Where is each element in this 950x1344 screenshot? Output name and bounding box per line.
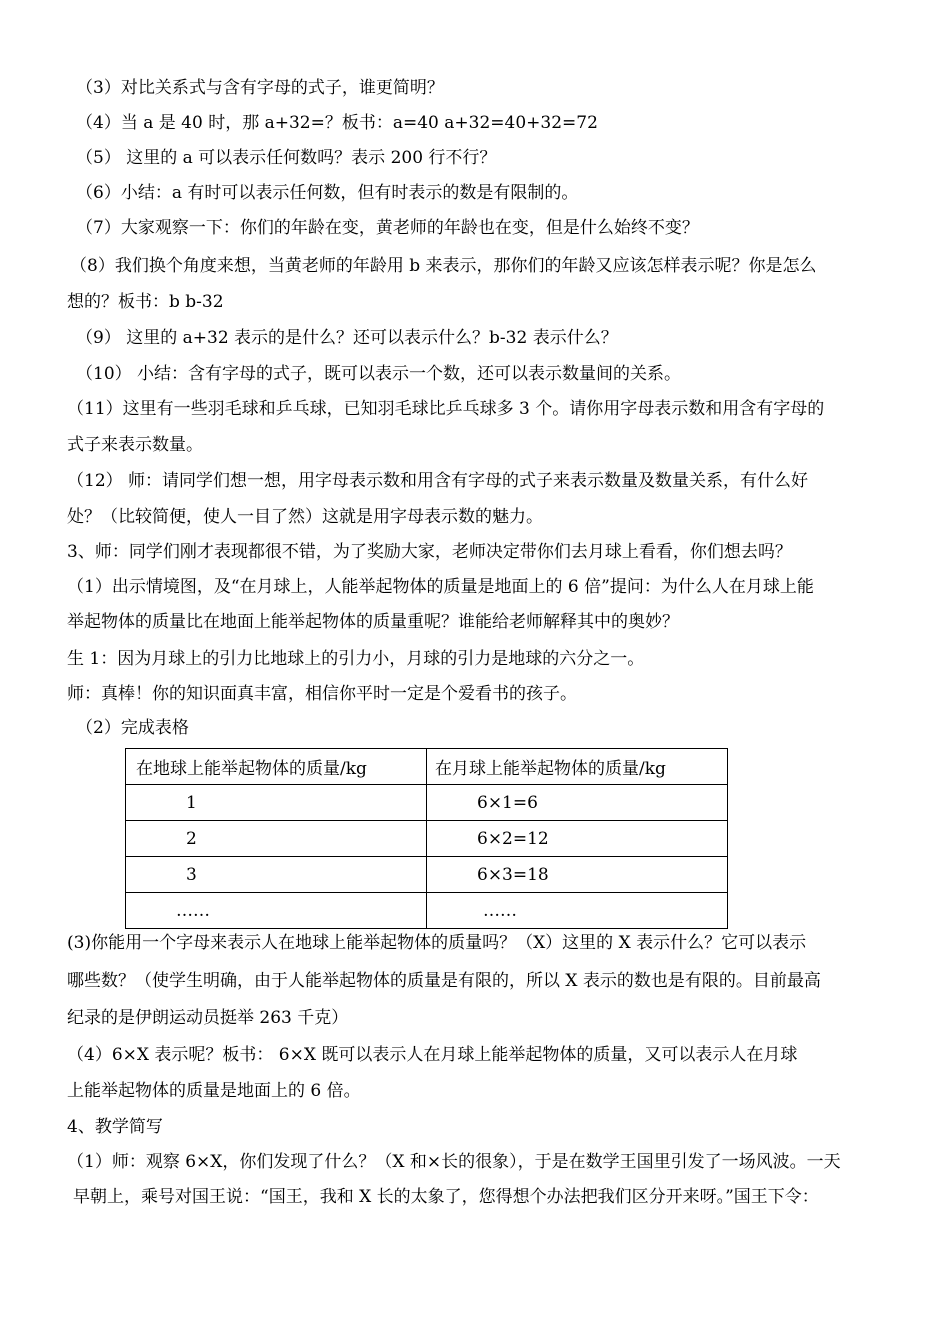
- paragraph-line: （12） 师：请同学们想一想，用字母表示数和用含有字母的式子来表示数量及数量关系，有什么好: [67, 471, 809, 491]
- paragraph-line: （10） 小结：含有字母的式子，既可以表示一个数，还可以表示数量间的关系。: [76, 364, 682, 384]
- paragraph-line: 3、师：同学们刚才表现都很不错，为了奖励大家，老师决定带你们去月球上看看，你们想去吗？: [67, 542, 792, 562]
- paragraph-line: （11）这里有一些羽毛球和乒乓球，已知羽毛球比乒乓球多 3 个。请你用字母表示数和用含有字母的: [67, 399, 825, 419]
- paragraph-line: （4）当 a 是 40 时，那 a+32=？板书：a=40 a+32=40+32=72: [76, 113, 598, 133]
- paragraph-line: （4）6×X 表示呢？板书： 6×X 既可以表示人在月球上能举起物体的质量，又可以表示人在月球: [67, 1045, 798, 1065]
- table-header-cell: 在地球上能举起物体的质量/kg: [126, 749, 427, 785]
- table-row: [126, 893, 728, 929]
- table-header-row: [126, 749, 728, 785]
- table-cell: 6×2=12: [427, 821, 728, 857]
- table-row: [126, 857, 728, 893]
- paragraph-line: 生 1：因为月球上的引力比地球上的引力小，月球的引力是地球的六分之一。: [67, 649, 645, 669]
- paragraph-line: （5） 这里的 a 可以表示任何数吗？表示 200 行不行？: [76, 148, 497, 168]
- paragraph-line: 师：真棒！你的知识面真丰富，相信你平时一定是个爱看书的孩子。: [67, 684, 577, 704]
- paragraph-line: （6）小结：a 有时可以表示任何数，但有时表示的数是有限制的。: [76, 183, 579, 203]
- paragraph-line: （1）师：观察 6×X，你们发现了什么？（X 和×长的很象），于是在数学王国里引发了一场风波。一天: [67, 1152, 841, 1172]
- table-header-cell: 在月球上能举起物体的质量/kg: [427, 749, 728, 785]
- mass-table: [125, 748, 728, 929]
- paragraph-line: （2）完成表格: [76, 718, 189, 738]
- table-cell: 3: [126, 857, 427, 893]
- table-cell: 1: [126, 785, 427, 821]
- table-cell: ……: [126, 893, 427, 929]
- table-cell: 6×1=6: [427, 785, 728, 821]
- paragraph-line: 上能举起物体的质量是地面上的 6 倍。: [67, 1081, 361, 1101]
- paragraph-line: （1）出示情境图，及“在月球上，人能举起物体的质量是地面上的 6 倍”提问：为什么人在月球上能: [67, 577, 814, 597]
- paragraph-line: （7）大家观察一下：你们的年龄在变，黄老师的年龄也在变，但是什么始终不变？: [76, 218, 699, 238]
- table-cell: 2: [126, 821, 427, 857]
- paragraph-line: 早朝上，乘号对国王说：“国王，我和 X 长的太象了，您得想个办法把我们区分开来呀。”国王下令：: [73, 1187, 819, 1207]
- table-row: [126, 785, 728, 821]
- paragraph-line: 举起物体的质量比在地面上能举起物体的质量重呢？谁能给老师解释其中的奥妙？: [67, 612, 679, 632]
- paragraph-line: 式子来表示数量。: [67, 435, 203, 455]
- paragraph-line: 纪录的是伊朗运动员挺举 263 千克）: [67, 1008, 349, 1028]
- table-cell: ……: [427, 893, 728, 929]
- table-cell: 6×3=18: [427, 857, 728, 893]
- paragraph-line: （3）对比关系式与含有字母的式子，谁更简明？: [76, 78, 444, 98]
- paragraph-line: （9） 这里的 a+32 表示的是什么？还可以表示什么？b-32 表示什么？: [76, 328, 618, 348]
- paragraph-line: 处？（比较简便，使人一目了然）这就是用字母表示数的魅力。: [67, 507, 543, 527]
- paragraph-line: （8）我们换个角度来想，当黄老师的年龄用 b 来表示，那你们的年龄又应该怎样表示呢？你是怎么: [70, 256, 817, 276]
- paragraph-line: (3)你能用一个字母来表示人在地球上能举起物体的质量吗？（X）这里的 X 表示什么？它可以表示: [67, 933, 807, 953]
- paragraph-line: 4、教学简写: [67, 1117, 163, 1137]
- paragraph-line: 哪些数？（使学生明确，由于人能举起物体的质量是有限的，所以 X 表示的数也是有限的。目前最高: [67, 971, 821, 991]
- paragraph-line: 想的？板书：b b-32: [67, 292, 224, 312]
- table-row: [126, 821, 728, 857]
